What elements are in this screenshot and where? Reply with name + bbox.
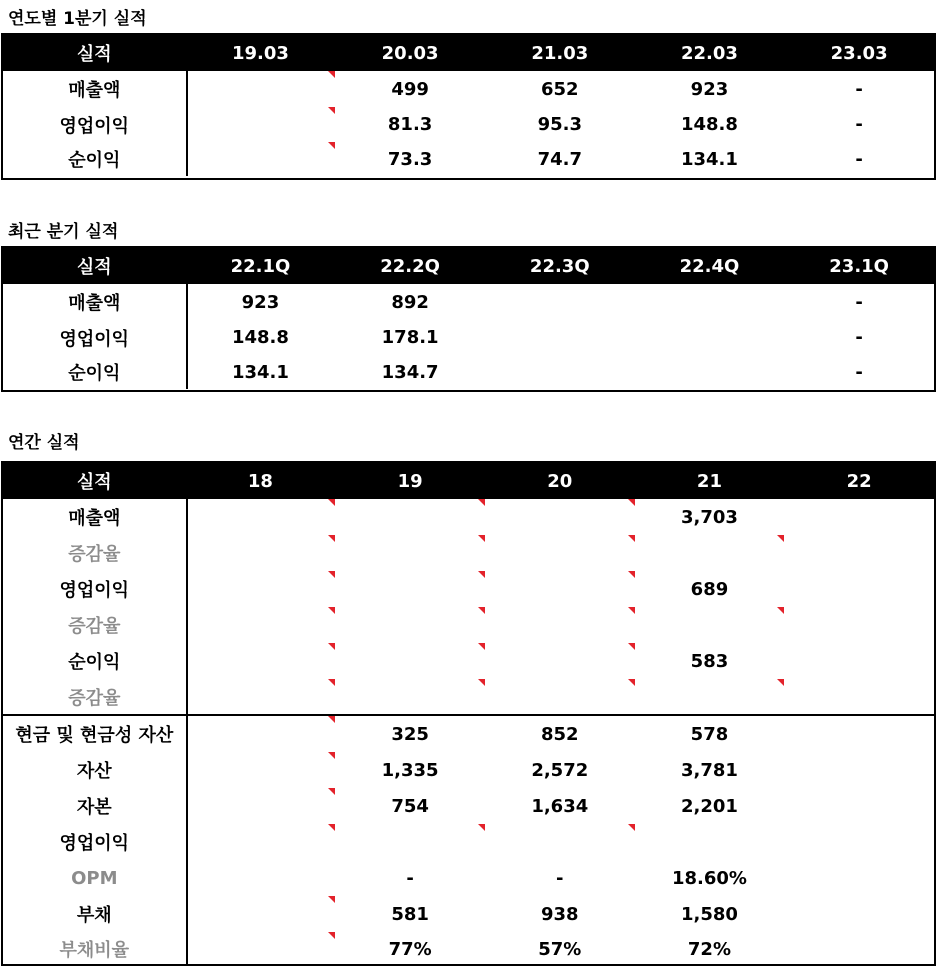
- table-cell[interactable]: 923: [690, 78, 729, 100]
- comment-marker-icon[interactable]: [777, 535, 784, 542]
- header-cell: 22.2Q: [380, 255, 440, 277]
- table-cell[interactable]: [335, 643, 485, 679]
- table-cell[interactable]: [335, 607, 485, 643]
- row-label: 매출액: [68, 508, 121, 529]
- table-cell[interactable]: [335, 499, 485, 535]
- table-cell[interactable]: [485, 643, 635, 679]
- table-cell[interactable]: [784, 788, 934, 824]
- table-cell[interactable]: [784, 752, 934, 788]
- table-row: [3, 679, 934, 714]
- table-cell[interactable]: [335, 824, 485, 860]
- row-label: 순이익: [68, 363, 121, 384]
- table-cell[interactable]: [186, 932, 336, 966]
- table-cell[interactable]: 95.3: [537, 114, 582, 135]
- row-label: 부채: [76, 905, 112, 926]
- comment-marker-icon[interactable]: [628, 571, 635, 578]
- table-cell[interactable]: 18.60%: [671, 867, 747, 889]
- header-cell: 19.03: [231, 42, 289, 64]
- table-cell[interactable]: 77%: [388, 938, 432, 960]
- table-cell[interactable]: -: [855, 327, 863, 348]
- table-cell[interactable]: 1,634: [531, 795, 589, 817]
- table-row: [3, 896, 934, 932]
- row-label: 부채비율: [59, 940, 130, 961]
- table-cell[interactable]: [186, 571, 336, 607]
- comment-marker-icon[interactable]: [328, 535, 335, 542]
- table-cell[interactable]: [335, 535, 485, 571]
- table-cell[interactable]: 1,580: [680, 903, 738, 925]
- table-cell[interactable]: 134.1: [680, 148, 738, 170]
- header-cell: 23.1Q: [829, 255, 889, 277]
- row-label: 자산: [76, 761, 112, 782]
- row-label: 현금 및 현금성 자산: [15, 725, 174, 746]
- table-cell[interactable]: 652: [541, 78, 579, 100]
- table-cell[interactable]: [335, 679, 485, 714]
- table-row: [3, 571, 934, 607]
- table-cell[interactable]: 72%: [687, 938, 731, 960]
- comment-marker-icon[interactable]: [628, 535, 635, 542]
- table-cell[interactable]: -: [855, 291, 863, 313]
- row-label: 증감율: [68, 687, 121, 709]
- table-body: [3, 499, 934, 966]
- table-cell[interactable]: [186, 716, 336, 752]
- table-cell[interactable]: [186, 71, 336, 107]
- comment-marker-icon[interactable]: [628, 607, 635, 614]
- table-cell[interactable]: -: [556, 867, 564, 889]
- table-cell[interactable]: -: [855, 78, 863, 100]
- table-cell[interactable]: [784, 607, 934, 643]
- comment-marker-icon[interactable]: [328, 752, 335, 759]
- comment-marker-icon[interactable]: [328, 71, 335, 78]
- row-label: 순이익: [68, 652, 121, 673]
- table-cell[interactable]: [335, 571, 485, 607]
- table-row: [3, 535, 934, 571]
- comment-marker-icon[interactable]: [328, 142, 335, 149]
- header-cell: 실적: [76, 44, 112, 65]
- comment-marker-icon[interactable]: [478, 643, 485, 650]
- table-cell[interactable]: 325: [391, 723, 429, 745]
- table-cell[interactable]: [784, 824, 934, 860]
- table-cell[interactable]: [186, 679, 336, 714]
- table-cell[interactable]: [485, 355, 635, 389]
- table-cell[interactable]: [784, 932, 934, 966]
- header-cell: 23.03: [830, 42, 888, 64]
- header-cell: 22.1Q: [230, 255, 291, 277]
- section-title-recent-quarters: 최근 분기 실적: [8, 222, 119, 242]
- header-cell: 18: [247, 470, 273, 492]
- row-label: 매출액: [68, 80, 121, 101]
- comment-marker-icon[interactable]: [328, 107, 335, 114]
- table-cell[interactable]: 689: [690, 578, 729, 600]
- table-cell[interactable]: [635, 824, 785, 860]
- table-cell[interactable]: [485, 824, 635, 860]
- table-cell[interactable]: 81.3: [387, 114, 433, 135]
- comment-marker-icon[interactable]: [628, 679, 635, 686]
- table-cell[interactable]: 74.7: [537, 148, 582, 170]
- table-row: [3, 860, 934, 896]
- table-cell[interactable]: 134.7: [381, 361, 439, 383]
- section-title-quarterly-by-year: 연도별 1분기 실적: [8, 9, 147, 29]
- row-label: 영업이익: [59, 580, 130, 601]
- table-row: [3, 643, 934, 679]
- header-cell: 21: [696, 470, 722, 492]
- header-cell: 20.03: [381, 42, 439, 64]
- table-cell[interactable]: 2,572: [531, 759, 589, 781]
- table-cell[interactable]: [485, 679, 635, 714]
- table-cell[interactable]: 3,781: [680, 759, 738, 781]
- table-cell[interactable]: 73.3: [387, 148, 433, 170]
- table-row: [3, 71, 934, 107]
- table-cell[interactable]: [186, 860, 336, 896]
- comment-marker-icon[interactable]: [478, 499, 485, 506]
- table-cell[interactable]: 938: [541, 903, 579, 925]
- table-row: [3, 752, 934, 788]
- comment-marker-icon[interactable]: [478, 571, 485, 578]
- table-cell[interactable]: [485, 535, 635, 571]
- table-cell[interactable]: [485, 571, 635, 607]
- table-header: [3, 248, 934, 284]
- row-label: 증감율: [68, 544, 121, 565]
- table-cell[interactable]: -: [855, 148, 863, 170]
- header-cell: 22: [846, 470, 872, 492]
- row-label: OPM: [71, 867, 118, 889]
- table-cell[interactable]: 2,201: [680, 795, 738, 817]
- table-cell[interactable]: [784, 716, 934, 752]
- table-cell[interactable]: 57%: [538, 938, 582, 960]
- table-cell[interactable]: [784, 679, 934, 714]
- table-cell[interactable]: [186, 535, 336, 571]
- table-cell[interactable]: [186, 499, 336, 535]
- header-cell: 22.03: [680, 42, 738, 64]
- table-cell[interactable]: -: [855, 114, 863, 135]
- comment-marker-icon[interactable]: [328, 824, 335, 831]
- table-cell[interactable]: 892: [391, 291, 429, 313]
- header-cell: 22.4Q: [679, 255, 740, 277]
- table-cell[interactable]: [635, 355, 785, 389]
- comment-marker-icon[interactable]: [478, 679, 485, 686]
- table-cell[interactable]: [186, 788, 336, 824]
- table-cell[interactable]: 3,703: [680, 506, 738, 528]
- table-row: [3, 824, 934, 860]
- table-cell[interactable]: [186, 142, 336, 176]
- table-cell[interactable]: [784, 896, 934, 932]
- comment-marker-icon[interactable]: [328, 932, 335, 939]
- table-body: [3, 71, 934, 176]
- table-cell[interactable]: 923: [241, 291, 280, 313]
- table-cell[interactable]: 1,335: [381, 759, 439, 781]
- header-cell: 22.3Q: [529, 255, 590, 277]
- comment-marker-icon[interactable]: [328, 571, 335, 578]
- comment-marker-icon[interactable]: [628, 499, 635, 506]
- table-cell[interactable]: [485, 284, 635, 320]
- table-body: [3, 284, 934, 389]
- row-label: 자본: [76, 797, 112, 818]
- header-cell: 21.03: [531, 42, 589, 64]
- comment-marker-icon[interactable]: [328, 643, 335, 650]
- table-cell[interactable]: [635, 284, 785, 320]
- header-cell: 실적: [76, 257, 112, 278]
- table-row: [3, 714, 934, 752]
- table-cell[interactable]: [485, 320, 635, 355]
- table-cell[interactable]: 178.1: [381, 327, 439, 348]
- comment-marker-icon[interactable]: [628, 824, 635, 831]
- comment-marker-icon[interactable]: [777, 607, 784, 614]
- header-cell: 실적: [76, 472, 112, 493]
- table-row: [3, 499, 934, 535]
- table-cell[interactable]: 754: [391, 795, 429, 817]
- row-label: 영업이익: [59, 833, 130, 854]
- comment-marker-icon[interactable]: [328, 607, 335, 614]
- table-cell[interactable]: [186, 752, 336, 788]
- table-cell[interactable]: [485, 607, 635, 643]
- table-cell[interactable]: 148.8: [231, 327, 289, 348]
- table-cell[interactable]: [186, 824, 336, 860]
- comment-marker-icon[interactable]: [478, 607, 485, 614]
- table-cell[interactable]: 578: [690, 723, 729, 745]
- row-label: 증감율: [68, 616, 121, 637]
- row-label: 영업이익: [59, 328, 130, 350]
- table-cell[interactable]: -: [406, 867, 414, 889]
- comment-marker-icon[interactable]: [328, 499, 335, 506]
- table-cell[interactable]: 583: [690, 650, 729, 672]
- row-label: 순이익: [68, 150, 121, 171]
- comment-marker-icon[interactable]: [328, 679, 335, 686]
- table-row: [3, 355, 934, 389]
- table-cell[interactable]: [635, 320, 785, 355]
- table-row: [3, 284, 934, 320]
- row-label: 영업이익: [59, 115, 130, 137]
- comment-marker-icon[interactable]: [328, 896, 335, 903]
- table-cell[interactable]: [784, 499, 934, 535]
- table-cell[interactable]: 581: [391, 903, 429, 925]
- section-title-annual: 연간 실적: [8, 433, 80, 453]
- table-cell[interactable]: [635, 607, 785, 643]
- table-row: [3, 142, 934, 176]
- row-label: 매출액: [68, 293, 121, 314]
- table-row: [3, 320, 934, 355]
- table-cell[interactable]: 499: [391, 78, 429, 100]
- comment-marker-icon[interactable]: [628, 643, 635, 650]
- table-row: [3, 788, 934, 824]
- comment-marker-icon[interactable]: [478, 824, 485, 831]
- comment-marker-icon[interactable]: [328, 716, 335, 723]
- table-annual: [1, 461, 936, 966]
- table-quarterly-by-year: [1, 33, 936, 180]
- header-cell: 19: [397, 470, 423, 492]
- table-cell[interactable]: [186, 643, 336, 679]
- table-row: [3, 932, 934, 966]
- table-cell[interactable]: [784, 535, 934, 571]
- table-cell[interactable]: [784, 643, 934, 679]
- table-cell[interactable]: [784, 571, 934, 607]
- header-cell: 20: [547, 470, 573, 492]
- table-row: [3, 107, 934, 142]
- table-cell[interactable]: 852: [541, 723, 579, 745]
- comment-marker-icon[interactable]: [328, 788, 335, 795]
- table-cell[interactable]: [186, 607, 336, 643]
- table-cell[interactable]: 148.8: [680, 114, 738, 135]
- table-recent-quarters: [1, 246, 936, 392]
- table-cell[interactable]: 134.1: [231, 361, 289, 383]
- comment-marker-icon[interactable]: [777, 679, 784, 686]
- table-header: [3, 35, 934, 71]
- table-cell[interactable]: [635, 679, 785, 714]
- comment-marker-icon[interactable]: [478, 535, 485, 542]
- table-cell[interactable]: [186, 896, 336, 932]
- table-cell[interactable]: [635, 535, 785, 571]
- table-cell[interactable]: [784, 860, 934, 896]
- table-header: [3, 463, 934, 499]
- table-row: [3, 607, 934, 643]
- table-cell[interactable]: -: [855, 361, 863, 383]
- table-cell[interactable]: [186, 107, 336, 142]
- table-cell[interactable]: [485, 499, 635, 535]
